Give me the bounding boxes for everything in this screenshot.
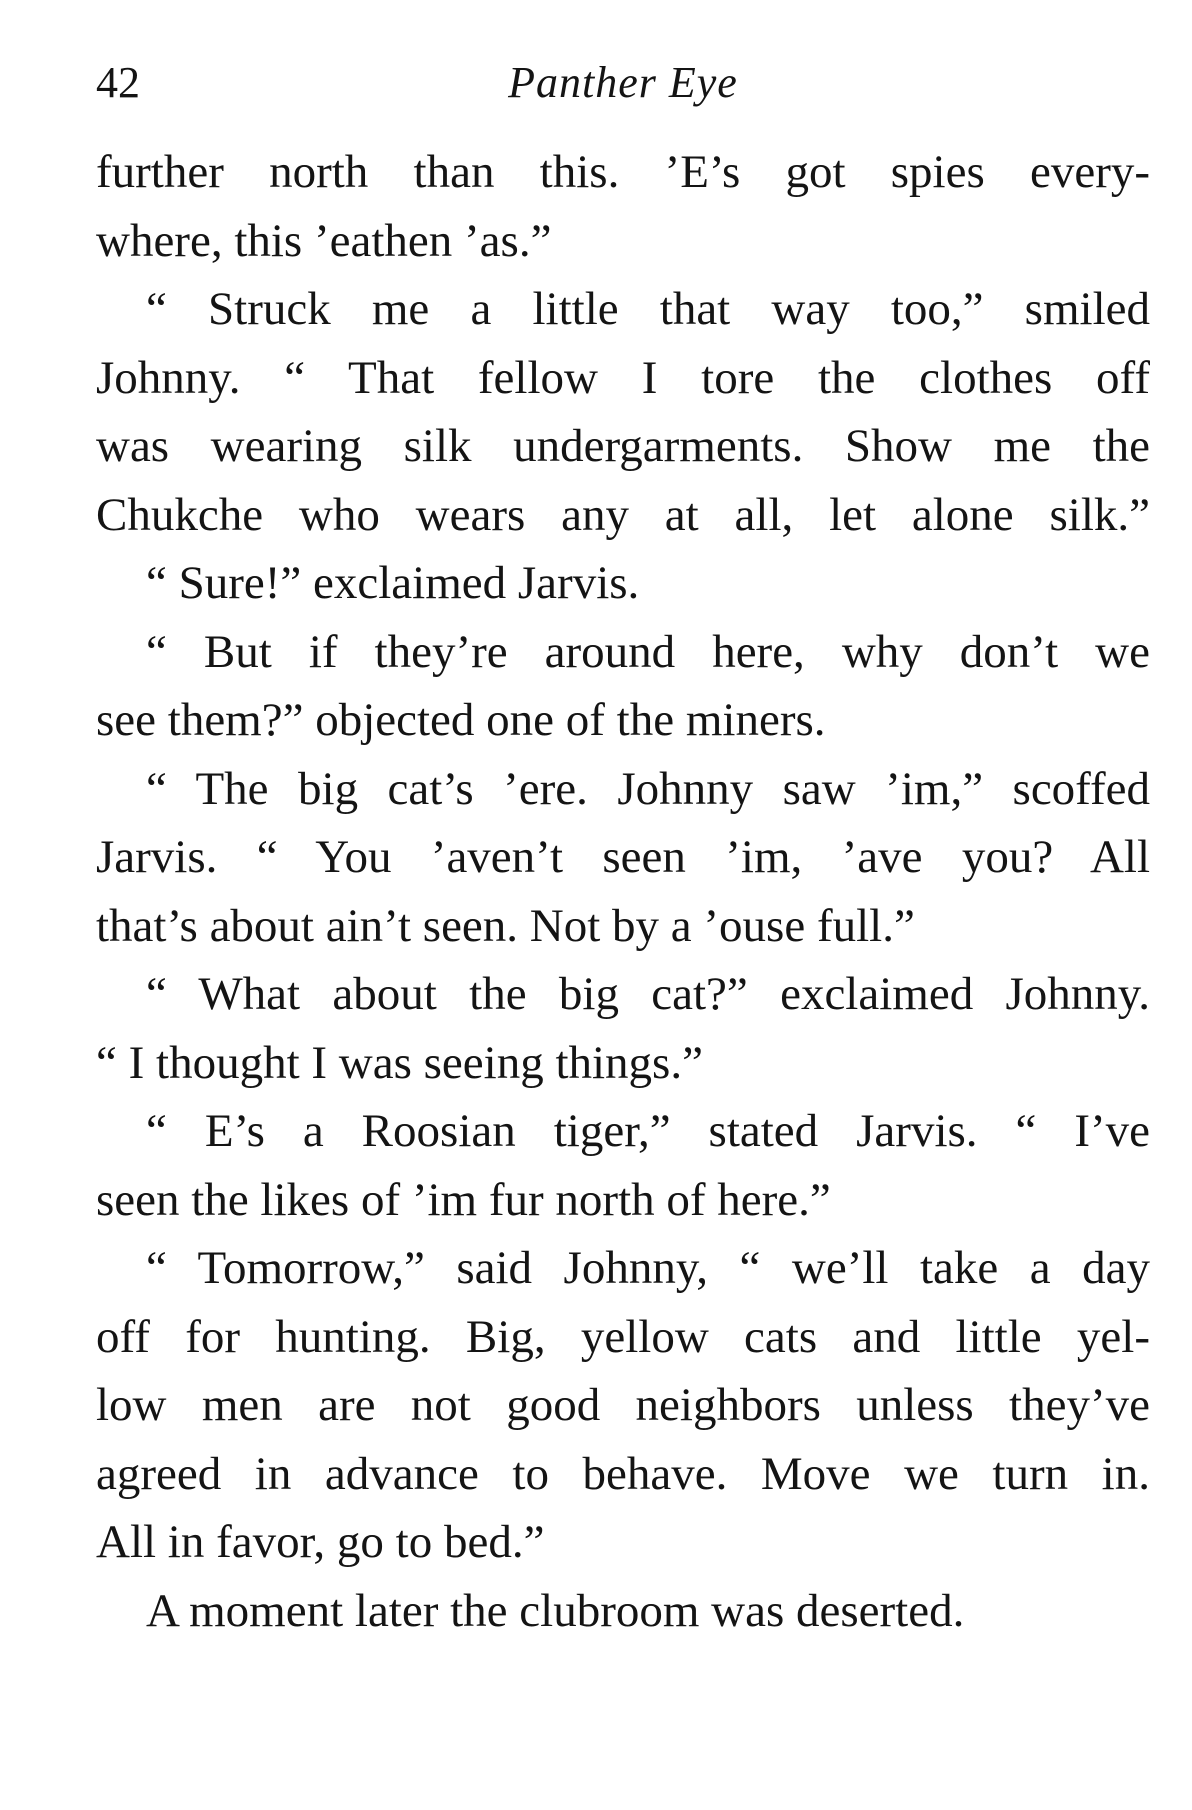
text-line: “ Tomorrow,” said Johnny, “ we’ll take a day (146, 1242, 1150, 1294)
text-line: “ I thought I was seeing things.” (96, 1036, 703, 1089)
page-number: 42 (96, 58, 140, 107)
text-line: low men are not good neighbors unless they’ve (96, 1379, 1150, 1431)
text-line: was wearing silk undergarments. Show me the (96, 420, 1150, 472)
text-line: “ But if they’re around here, why don’t we (146, 625, 1150, 678)
text-line: “ E’s a Roosian tiger,” stated Jarvis. “ I’ve (146, 1105, 1150, 1157)
text-line: Jarvis. “ You ’aven’t seen ’im, ’ave you? All (96, 831, 1150, 883)
running-head (96, 48, 1150, 118)
text-line: “ Sure!” exclaimed Jarvis. (146, 557, 640, 609)
text-line: “ Struck me a little that way too,” smiled (146, 283, 1150, 335)
text-line: see them?” objected one of the miners. (96, 694, 826, 746)
body-text (96, 138, 1150, 1645)
text-line: “ The big cat’s ’ere. Johnny saw ’im,” scoffed (146, 762, 1150, 815)
text-line: “ What about the big cat?” exclaimed Johnny. (146, 968, 1150, 1020)
text-line: off for hunting. Big, yellow cats and little yel- (96, 1310, 1150, 1363)
running-title: Panther Eye (508, 58, 738, 107)
text-line: further north than this. ’E’s got spies every- (96, 146, 1150, 198)
text-line: Chukche who wears any at all, let alone silk.” (96, 488, 1150, 541)
text-line: A moment later the clubroom was deserted. (146, 1584, 965, 1637)
text-line: Johnny. “ That fellow I tore the clothes off (96, 351, 1150, 404)
text-line: where, this ’eathen ’as.” (96, 214, 552, 267)
text-line: that’s about ain’t seen. Not by a ’ouse full.” (96, 899, 915, 952)
text-line: agreed in advance to behave. Move we turn in. (96, 1447, 1150, 1500)
text-line: All in favor, go to bed.” (96, 1516, 545, 1568)
text-line: seen the likes of ’im fur north of here.” (96, 1173, 831, 1226)
